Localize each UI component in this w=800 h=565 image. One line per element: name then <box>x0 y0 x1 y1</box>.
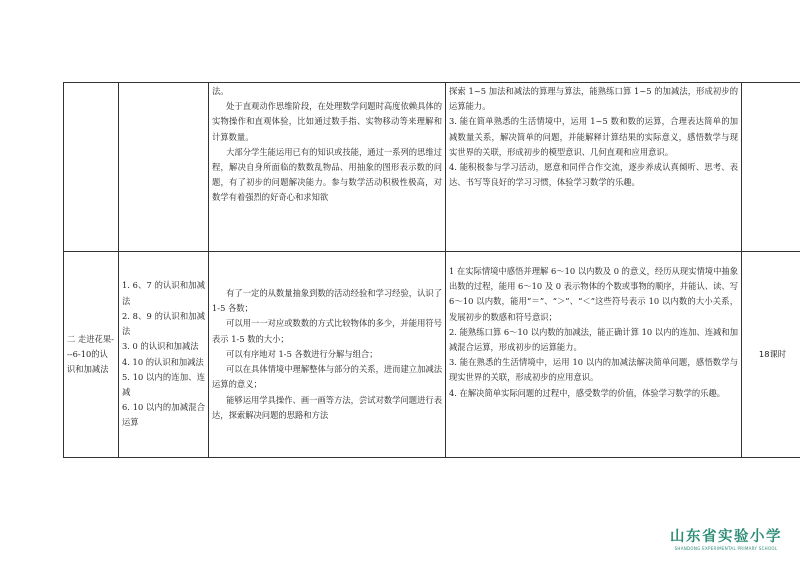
topics-cell <box>119 83 209 252</box>
module-cell <box>64 83 119 252</box>
student-analysis-cell <box>209 83 446 252</box>
analysis-paragraph: 法。 <box>212 86 229 96</box>
goals-cell <box>446 252 742 458</box>
goal-paragraph: 3. 能在简单熟悉的生活情境中，运用 1~5 数和数的运算，合理表达简单的加减数量关系，解决简单的问题，并能解释计算结果的实际意义，感悟数学与现实世界的关联，形成初步的模型意识、几何直观和应用意识。 <box>449 116 738 157</box>
analysis-paragraph: 能够运用学具操作、画一画等方法，尝试对数学问题进行表达，探索解决问题的思路和方法 <box>212 394 442 420</box>
curriculum-table <box>63 82 800 458</box>
school-name-english: SHANDONG EXPERIMENTAL PRIMARY SCHOOL <box>674 546 778 551</box>
goals-cell <box>446 83 742 252</box>
goal-paragraph: 探索 1~5 加法和减法的算理与算法，能熟练口算 1~5 的加减法，形成初步的运算能力。 <box>449 86 738 112</box>
hours-cell <box>742 83 800 252</box>
topic-item: 4. 10 的认识和加减法 <box>122 356 204 367</box>
student-analysis-cell <box>209 252 446 458</box>
school-logo <box>660 528 792 560</box>
topic-item: 3. 0 的认识和加减法 <box>122 341 199 352</box>
topic-item: 2. 8、9 的认识和加减法 <box>122 310 205 337</box>
hours-cell <box>742 252 800 458</box>
goal-paragraph: 3. 能在熟悉的生活情境中，运用 10 以内的加减法解决简单问题，感悟数学与现实世界的关联，形成初步的应用意识。 <box>449 357 738 383</box>
goal-paragraph: 1 在实际情境中感悟并理解 6～10 以内数及 0 的意义，经历从现实情境中抽象出数的过程，能用 6～10 及 0 表示物体的个数或事物的顺序，并能认、读、写 6～10 以内数，能用“＝”、“＞”、“＜”这些符号表示 10 以内数的大小关系，发展初步的数感和符号意识； <box>449 266 738 322</box>
analysis-paragraph: 有了一定的从数量抽象到数的活动经验和学习经验，认识了 1-5 各数； <box>212 288 442 314</box>
analysis-paragraph: 处于直观动作思维阶段，在处理数学问题时高度依赖具体的实物操作和直观体验，比如通过数手指、实物移动等来理解和计算数量。 <box>212 101 442 142</box>
school-name: 山东省实验小学 <box>670 528 782 545</box>
topic-item: 1. 6、7 的认识和加减法 <box>122 280 205 306</box>
table-row <box>64 252 800 458</box>
module-title: 二 走进花果---6-10的认识和加减法 <box>67 333 114 375</box>
analysis-paragraph: 可以在具体情境中理解整体与部分的关系，进而建立加减法运算的意义； <box>212 364 442 390</box>
analysis-paragraph: 大部分学生能运用已有的知识或技能，通过一系列的思维过程，解决自身所面临的数数乱物品、用抽象的图形表示数的问题，有了初步的问题解决能力。参与数学活动积极性极高，对数学有着强烈的好奇心和求知欲 <box>212 146 442 203</box>
topic-item: 5. 10 以内的连加、连减 <box>122 371 205 397</box>
module-cell <box>64 252 119 458</box>
goal-paragraph: 2. 能熟练口算 6～10 以内数的加减法，能正确计算 10 以内的连加、连减和加减混合运算，形成初步的运算能力。 <box>449 326 738 353</box>
topic-item: 6. 10 以内的加减混合运算 <box>122 402 205 428</box>
analysis-paragraph: 可以用一一对应或数数的方式比较物体的多少，并能用符号表示 1-5 数的大小； <box>212 318 442 344</box>
topics-cell <box>119 252 209 458</box>
goal-paragraph: 4. 在解决简单实际问题的过程中，感受数学的价值，体验学习数学的乐趣。 <box>449 387 726 398</box>
analysis-paragraph: 可以有序地对 1-5 各数进行分解与组合； <box>226 348 378 359</box>
goal-paragraph: 4. 能积极参与学习活动，愿意和同伴合作交流，逐步养成认真倾听、思考、表达、书写等良好的学习习惯，体验学习数学的乐趣。 <box>449 162 738 188</box>
hours-value: 18课时 <box>758 348 787 359</box>
table-row <box>64 83 800 252</box>
